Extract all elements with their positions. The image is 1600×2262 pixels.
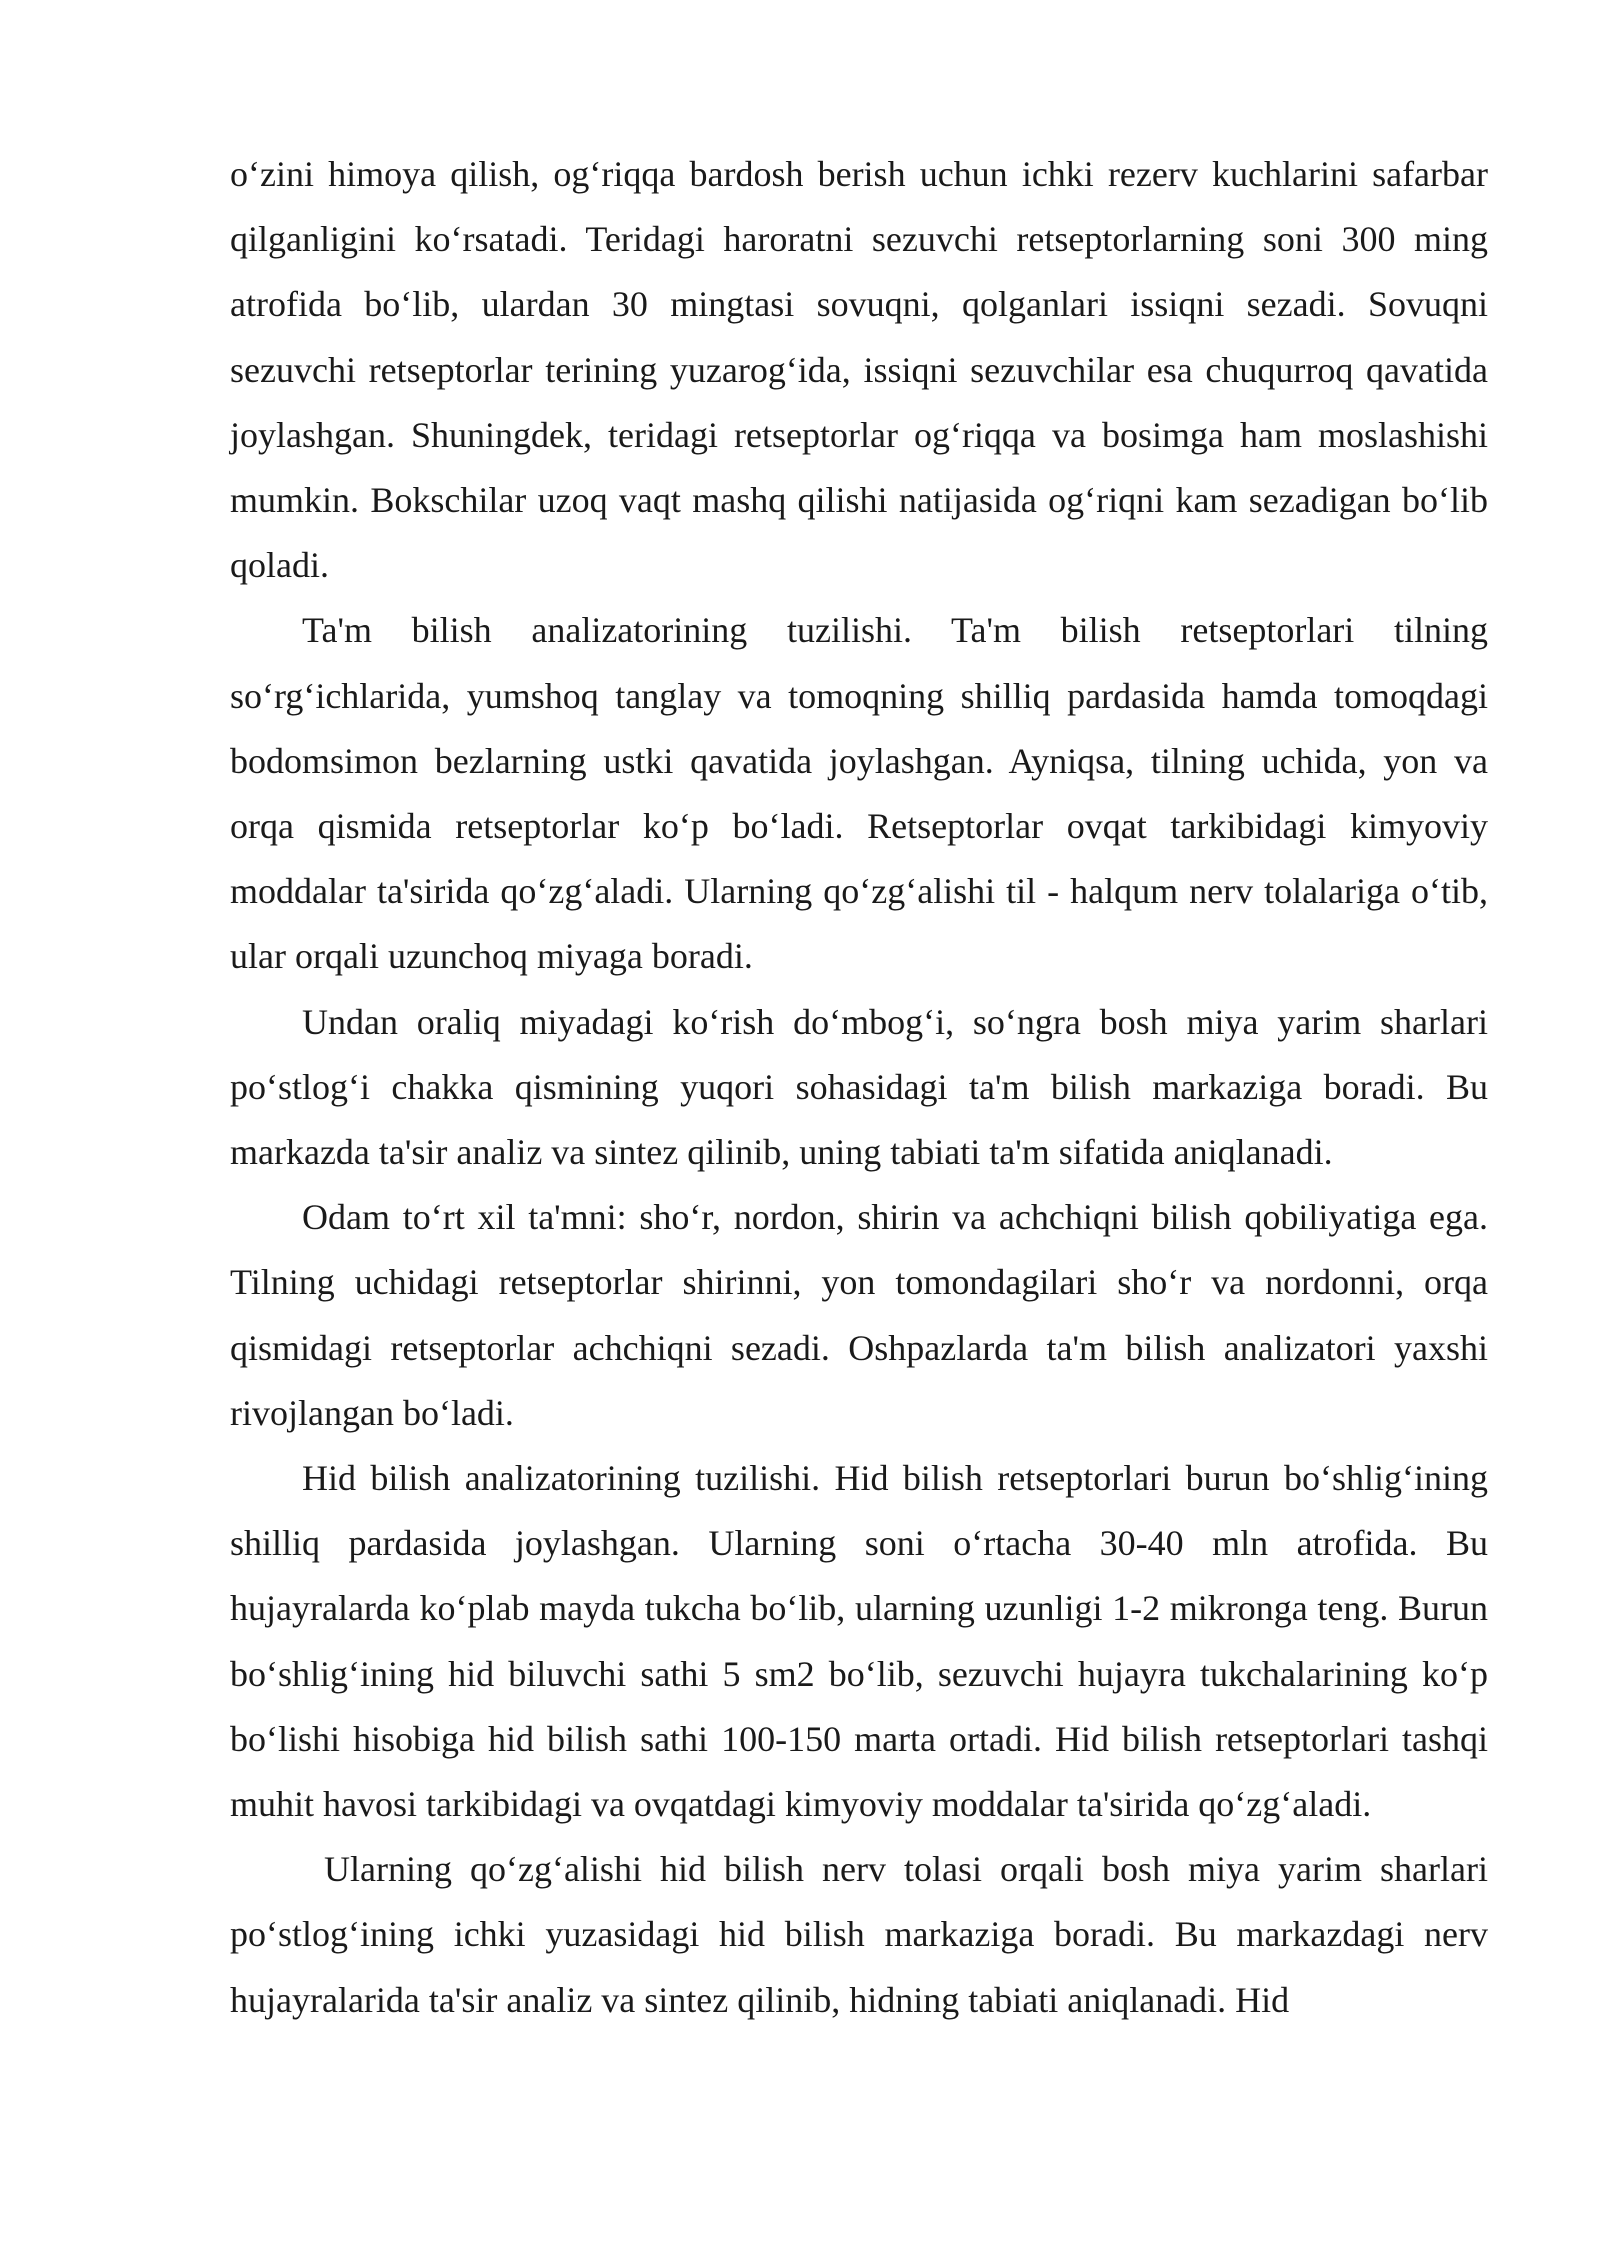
paragraph-smell-analyzer-structure: Hid bilish analizatorining tuzilishi. Hid bilish retseptorlari burun bo‘shlig‘ining shilliq pardasida joylashgan. Ularning soni o‘rtacha 30-40 mln atrofida. Bu hujayralarda ko‘plab mayda tukcha bo‘lib, ularning uzunligi 1-2 mikronga teng. Burun bo‘shlig‘ining hid biluvchi sathi 5 sm2 bo‘lib, sezuvchi hujayra tukchalarining ko‘p bo‘lishi hisobiga hid bilish sathi 100-150 marta ortadi. Hid bilish retseptorlari tashqi muhit havosi tarkibidagi va ovqatdagi kimyoviy moddalar ta'sirida qo‘zg‘aladi. [230,1458,1488,1825]
paragraph-taste-analyzer-structure: Ta'm bilish analizatorining tuzilishi. Ta'm bilish retseptorlari tilning so‘rg‘ichlarida, yumshoq tanglay va tomoqning shilliq pardasida hamda tomoqdagi bodomsimon bezlarning ustki qavatida joylashgan. Ayniqsa, tilning uchida, yon va orqa qismida retseptorlar ko‘p bo‘ladi. Retseptorlar ovqat tarkibidagi kimyoviy moddalar ta'sirida qo‘zg‘aladi. Ularning qo‘zg‘alishi til - halqum nerv tolalariga o‘tib, ular orqali uzunchoq miyaga boradi. [230,610,1488,977]
paragraph-smell-pathway: Ularning qo‘zg‘alishi hid bilish nerv tolasi orqali bosh miya yarim sharlari po‘stlog‘ining ichki yuzasidagi hid bilish markaziga boradi. Bu markazdagi nerv hujayralarida ta'sir analiz va sintez qilinib, hidning tabiati aniqlanadi. Hid [230,1849,1488,2020]
paragraph-skin-receptors: o‘zini himoya qilish, og‘riqqa bardosh berish uchun ichki rezerv kuchlarini safarbar qilganligini ko‘rsatadi. Teridagi haroratni sezuvchi retseptorlarning soni 300 ming atrofida bo‘lib, ulardan 30 mingtasi sovuqni, qolganlari issiqni sezadi. Sovuqni sezuvchi retseptorlar terining yuzarog‘ida, issiqni sezuvchilar esa chuqurroq qavatida joylashgan. Shuningdek, teridagi retseptorlar og‘riqqa va bosimga ham moslashishi mumkin. Bokschilar uzoq vaqt mashq qilishi natijasida og‘riqni kam sezadigan bo‘lib qoladi. [230,154,1488,586]
paragraph-taste-pathway: Undan oraliq miyadagi ko‘rish do‘mbog‘i, so‘ngra bosh miya yarim sharlari po‘stlog‘i chakka qismining yuqori sohasidagi ta'm bilish markaziga boradi. Bu markazda ta'sir analiz va sintez qilinib, uning tabiati ta'm sifatida aniqlanadi. [230,1001,1488,1173]
document-page [230,142,1488,2033]
paragraph-four-tastes: Odam to‘rt xil ta'mni: sho‘r, nordon, shirin va achchiqni bilish qobiliyatiga ega. Tilning uchidagi retseptorlar shirinni, yon tomondagilari sho‘r va nordonni, orqa qismidagi retseptorlar achchiqni sezadi. Oshpazlarda ta'm bilish analizatori yaxshi rivojlangan bo‘ladi. [230,1197,1488,1433]
